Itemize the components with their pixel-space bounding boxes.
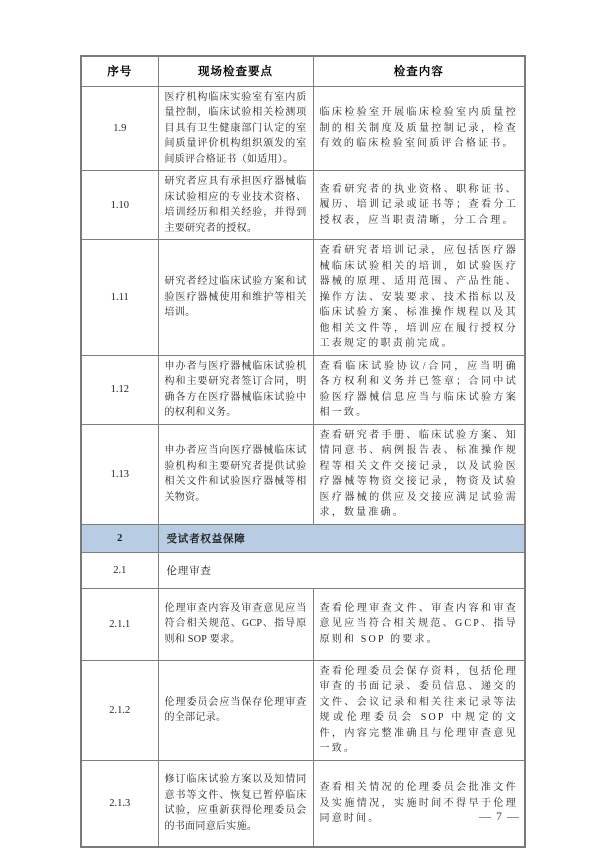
section-number-cell: 2 xyxy=(81,524,158,552)
inspection-content-cell: 查看研究者手册、临床试验方案、知情同意书、病例报告表、标准操作规程等相关文件交接记录，以及试验医疗器械等物资交接记录，物资及试验医疗器械的供应及交接应满足试验需求，数量准确。 xyxy=(313,424,525,524)
row-number-cell: 1.13 xyxy=(81,424,158,524)
inspection-content-cell: 查看伦理委员会保存资料，包括伦理审查的书面记录、委员信息、递交的文件、会议记录和相关往来记录等法规或伦理委员会 SOP 中规定的文件，内容完整准确且与伦理审查意见一致。 xyxy=(313,660,525,760)
table-row xyxy=(81,240,525,356)
inspection-point-cell: 申办者应当向医疗器械临床试验机构和主要研究者提供试验相关文件和试验医疗器械等相关物资。 xyxy=(158,424,313,524)
inspection-content-cell: 临床检验室开展临床检验室内质量控制的相关制度及质量控制记录，检查有效的临床检验室间质评合格证书。 xyxy=(313,86,525,171)
row-number-cell: 2.1.2 xyxy=(81,660,158,760)
row-number-cell: 2.1.1 xyxy=(81,588,158,660)
column-header-inspection-content: 检查内容 xyxy=(313,56,525,86)
table-header-row xyxy=(81,56,525,86)
row-number-cell: 1.10 xyxy=(81,171,158,240)
inspection-content-cell: 查看相关情况的伦理委员会批准文件及实施情况，实施时间不得早于伦理同意时间。 xyxy=(313,760,525,847)
table-row xyxy=(81,355,525,424)
subsection-number-cell: 2.1 xyxy=(81,552,158,588)
subsection-title-cell: 伦理审查 xyxy=(158,552,525,588)
row-number-cell: 2.1.3 xyxy=(81,760,158,847)
inspection-point-cell: 申办者与医疗器械临床试验机构和主要研究者签订合同，明确各方在医疗器械临床试验中的权利和义务。 xyxy=(158,355,313,424)
inspection-checklist-table xyxy=(80,55,526,848)
inspection-point-cell: 伦理审查内容及审查意见应当符合相关规范、GCP、指导原则和 SOP 要求。 xyxy=(158,588,313,660)
row-number-cell: 1.11 xyxy=(81,240,158,356)
table-row xyxy=(81,760,525,847)
inspection-point-cell: 研究者应具有承担医疗器械临床试验相应的专业技术资格、培训经历和相关经验，并得到主要研究者的授权。 xyxy=(158,171,313,240)
subsection-header-row xyxy=(81,552,525,588)
row-number-cell: 1.12 xyxy=(81,355,158,424)
inspection-content-cell: 查看研究者培训记录，应包括医疗器械临床试验相关的培训，如试验医疗器械的原理、适用范围、产品性能、操作方法、安装要求、技术指标以及临床试验方案、标准操作规程以及其他相关文件等，培训应在履行授权分工表规定的职责前完成。 xyxy=(313,240,525,356)
inspection-point-cell: 修订临床试验方案以及知情同意书等文件、恢复已暂停临床试验，应重新获得伦理委员会的书面同意后实施。 xyxy=(158,760,313,847)
column-header-serial-number: 序号 xyxy=(81,56,158,86)
inspection-point-cell: 研究者经过临床试验方案和试验医疗器械使用和维护等相关培训。 xyxy=(158,240,313,356)
row-number-cell: 1.9 xyxy=(81,86,158,171)
table-row xyxy=(81,660,525,760)
table-row xyxy=(81,86,525,171)
column-header-inspection-point: 现场检查要点 xyxy=(158,56,313,86)
page-number: — 7 — xyxy=(479,809,520,823)
section-header-row xyxy=(81,524,525,552)
inspection-point-cell: 医疗机构临床实验室有室内质量控制，临床试验相关检测项目具有卫生健康部门认定的室间质量评价机构组织颁发的室间质评合格证书（如适用）。 xyxy=(158,86,313,171)
table-row xyxy=(81,171,525,240)
section-title-cell: 受试者权益保障 xyxy=(158,524,525,552)
inspection-content-cell: 查看研究者的执业资格、职称证书、履历、培训记录或证书等；查看分工授权表，应当职责清晰，分工合理。 xyxy=(313,171,525,240)
inspection-content-cell: 查看临床试验协议/合同，应当明确各方权利和义务并已签章；合同中试验医疗器械信息应当与临床试验方案相一致。 xyxy=(313,355,525,424)
inspection-content-cell: 查看伦理审查文件、审查内容和审查意见应当符合相关规范、GCP、指导原则和 SOP 的要求。 xyxy=(313,588,525,660)
table-row xyxy=(81,588,525,660)
inspection-point-cell: 伦理委员会应当保存伦理审查的全部记录。 xyxy=(158,660,313,760)
table-row xyxy=(81,424,525,524)
